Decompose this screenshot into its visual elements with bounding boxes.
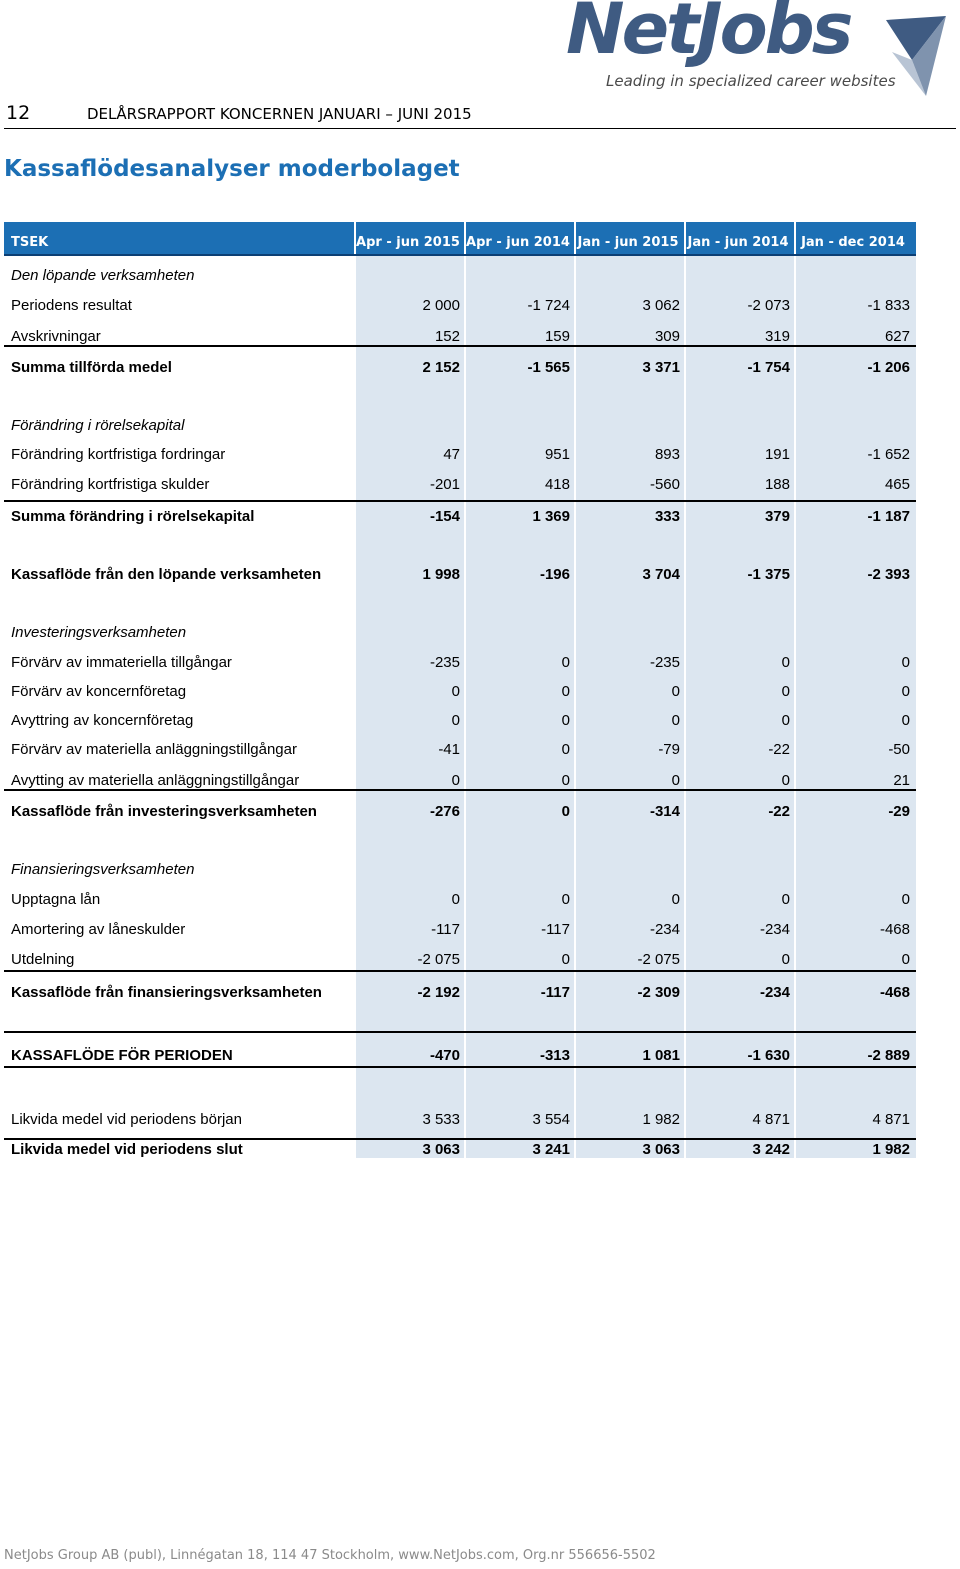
header-period: Jan - dec 2014 bbox=[801, 235, 905, 250]
cell-value: -2 889 bbox=[867, 1047, 910, 1064]
total-row bbox=[4, 561, 916, 585]
cell-value: -29 bbox=[888, 803, 910, 820]
header-separator bbox=[464, 222, 466, 254]
cell-value: -2 393 bbox=[867, 566, 910, 583]
cell-value: -2 073 bbox=[747, 297, 790, 314]
table-header bbox=[4, 222, 916, 256]
cell-value: 465 bbox=[884, 476, 910, 493]
cell-value: 333 bbox=[654, 508, 680, 525]
header-period: Apr - jun 2014 bbox=[466, 235, 570, 250]
cell-value: 0 bbox=[451, 683, 460, 700]
cell-value: -314 bbox=[649, 803, 680, 820]
cell-value: -2 075 bbox=[637, 951, 680, 968]
cell-value: 0 bbox=[781, 712, 790, 729]
row-label: KASSAFLÖDE FÖR PERIODEN bbox=[11, 1047, 233, 1064]
cell-value: 3 242 bbox=[752, 1141, 790, 1158]
cell-value: -1 565 bbox=[527, 359, 570, 376]
cell-value: 3 063 bbox=[422, 1141, 460, 1158]
cell-value: -470 bbox=[429, 1047, 460, 1064]
table-row bbox=[4, 678, 916, 702]
cell-value: 309 bbox=[654, 328, 680, 345]
cell-value: -235 bbox=[649, 654, 680, 671]
row-label: Avytting av materiella anläggningstillgångar bbox=[11, 772, 300, 789]
row-label: Likvida medel vid periodens slut bbox=[11, 1141, 243, 1158]
row-label: Upptagna lån bbox=[11, 891, 101, 908]
cell-value: 0 bbox=[561, 803, 570, 820]
total-row bbox=[4, 798, 916, 822]
header-period: Jan - jun 2015 bbox=[577, 235, 679, 250]
cell-value: -313 bbox=[539, 1047, 570, 1064]
cell-value: -1 187 bbox=[867, 508, 910, 525]
table-row bbox=[4, 736, 916, 760]
cell-value: 0 bbox=[451, 712, 460, 729]
cell-value: -468 bbox=[879, 921, 910, 938]
cell-value: -1 630 bbox=[747, 1047, 790, 1064]
cell-value: 47 bbox=[443, 446, 460, 463]
table-row bbox=[4, 767, 916, 791]
table-row bbox=[4, 441, 916, 465]
table-row bbox=[4, 886, 916, 910]
cell-value: 0 bbox=[671, 772, 680, 789]
cell-value: -196 bbox=[539, 566, 570, 583]
header-separator bbox=[794, 222, 796, 254]
table-rule bbox=[4, 1031, 916, 1033]
section-heading-row bbox=[4, 856, 916, 880]
cell-value: 3 554 bbox=[532, 1111, 570, 1128]
row-label: Utdelning bbox=[11, 951, 75, 968]
cell-value: 0 bbox=[901, 654, 910, 671]
cell-value: -22 bbox=[768, 741, 790, 758]
cell-value: 0 bbox=[781, 951, 790, 968]
section-heading-row bbox=[4, 619, 916, 643]
cell-value: 152 bbox=[434, 328, 460, 345]
cell-value: 4 871 bbox=[872, 1111, 910, 1128]
table-rule bbox=[4, 345, 916, 347]
cell-value: 3 533 bbox=[422, 1111, 460, 1128]
row-label: Förvärv av immateriella tillgångar bbox=[11, 654, 232, 671]
row-label: Investeringsverksamheten bbox=[11, 624, 187, 641]
header-period: Apr - jun 2015 bbox=[356, 235, 460, 250]
row-label: Periodens resultat bbox=[11, 297, 132, 314]
row-label: Summa förändring i rörelsekapital bbox=[11, 508, 255, 525]
netjobs-logo bbox=[560, 0, 955, 100]
cell-value: 0 bbox=[561, 891, 570, 908]
cell-value: -2 075 bbox=[417, 951, 460, 968]
row-label: Likvida medel vid periodens början bbox=[11, 1111, 242, 1128]
cell-value: 0 bbox=[781, 891, 790, 908]
cell-value: 21 bbox=[893, 772, 910, 789]
cell-value: -117 bbox=[541, 921, 570, 938]
cell-value: -1 206 bbox=[867, 359, 910, 376]
cell-value: 188 bbox=[764, 476, 790, 493]
cell-value: 0 bbox=[451, 772, 460, 789]
logo-tagline: Leading in specialized career websites bbox=[606, 72, 896, 90]
header-unit: TSEK bbox=[11, 235, 49, 250]
cell-value: -234 bbox=[759, 984, 790, 1001]
row-label: Summa tillförda medel bbox=[11, 359, 172, 376]
page-number: 12 bbox=[6, 102, 31, 124]
table-row bbox=[4, 916, 916, 940]
cell-value: 1 081 bbox=[642, 1047, 680, 1064]
logo-arrow-icon bbox=[882, 12, 948, 98]
logo-wordmark: NetJobs bbox=[566, 0, 851, 70]
cell-value: -1 833 bbox=[867, 297, 910, 314]
row-label: Kassaflöde från finansieringsverksamheten bbox=[11, 984, 322, 1001]
total-row bbox=[4, 503, 916, 527]
cell-value: 1 369 bbox=[532, 508, 570, 525]
cell-value: 0 bbox=[671, 712, 680, 729]
cell-value: -234 bbox=[649, 921, 680, 938]
cell-value: -235 bbox=[429, 654, 460, 671]
cell-value: 0 bbox=[561, 772, 570, 789]
cell-value: -560 bbox=[649, 476, 680, 493]
cell-value: 1 982 bbox=[872, 1141, 910, 1158]
row-label: Avskrivningar bbox=[11, 328, 101, 345]
table-row bbox=[4, 292, 916, 316]
table-rule bbox=[4, 789, 916, 791]
cell-value: -1 724 bbox=[527, 297, 570, 314]
page-footer: NetJobs Group AB (publ), Linnégatan 18, 114 47 Stockholm, www.NetJobs.com, Org.nr 556656-5502 bbox=[4, 1548, 656, 1563]
cell-value: 0 bbox=[901, 951, 910, 968]
cell-value: 0 bbox=[781, 654, 790, 671]
total-row bbox=[4, 1042, 916, 1066]
page-title: Kassaflödesanalyser moderbolaget bbox=[4, 156, 460, 182]
cell-value: 379 bbox=[764, 508, 790, 525]
table-row bbox=[4, 649, 916, 673]
row-label: Finansieringsverksamheten bbox=[11, 861, 195, 878]
row-label: Kassaflöde från investeringsverksamheten bbox=[11, 803, 317, 820]
row-label: Förändring kortfristiga skulder bbox=[11, 476, 210, 493]
row-label: Förändring i rörelsekapital bbox=[11, 417, 185, 434]
cell-value: -201 bbox=[429, 476, 460, 493]
cell-value: 4 871 bbox=[752, 1111, 790, 1128]
row-label: Kassaflöde från den löpande verksamheten bbox=[11, 566, 322, 583]
cell-value: 0 bbox=[451, 891, 460, 908]
cell-value: -50 bbox=[888, 741, 910, 758]
cell-value: 0 bbox=[901, 891, 910, 908]
cell-value: 627 bbox=[884, 328, 910, 345]
cell-value: -2 192 bbox=[417, 984, 460, 1001]
table-rule bbox=[4, 1066, 916, 1068]
cell-value: 1 998 bbox=[422, 566, 460, 583]
cell-value: 0 bbox=[561, 683, 570, 700]
header-separator bbox=[354, 222, 356, 254]
cell-value: 0 bbox=[901, 683, 910, 700]
cell-value: 0 bbox=[561, 654, 570, 671]
cell-value: 2 152 bbox=[422, 359, 460, 376]
cell-value: 319 bbox=[764, 328, 790, 345]
table-rule bbox=[4, 500, 916, 502]
cell-value: 418 bbox=[544, 476, 570, 493]
cell-value: -79 bbox=[658, 741, 680, 758]
total-row bbox=[4, 354, 916, 378]
cell-value: 0 bbox=[671, 891, 680, 908]
cell-value: -41 bbox=[438, 741, 460, 758]
cell-value: -22 bbox=[768, 803, 790, 820]
cell-value: 3 371 bbox=[642, 359, 680, 376]
cell-value: -1 754 bbox=[747, 359, 790, 376]
total-row bbox=[4, 979, 916, 1003]
cell-value: 893 bbox=[654, 446, 680, 463]
cell-value: -468 bbox=[879, 984, 910, 1001]
cell-value: 0 bbox=[781, 772, 790, 789]
row-label: Den löpande verksamheten bbox=[11, 267, 195, 284]
table-row bbox=[4, 323, 916, 347]
row-label: Förändring kortfristiga fordringar bbox=[11, 446, 226, 463]
cell-value: 159 bbox=[544, 328, 570, 345]
cell-value: -1 652 bbox=[867, 446, 910, 463]
table-row bbox=[4, 1106, 916, 1130]
cell-value: 951 bbox=[544, 446, 570, 463]
cell-value: 0 bbox=[671, 683, 680, 700]
cell-value: 0 bbox=[561, 712, 570, 729]
cell-value: 0 bbox=[561, 741, 570, 758]
cell-value: -1 375 bbox=[747, 566, 790, 583]
page-header bbox=[4, 102, 956, 129]
cell-value: 3 704 bbox=[642, 566, 680, 583]
cell-value: 0 bbox=[781, 683, 790, 700]
cell-value: 191 bbox=[764, 446, 790, 463]
row-label: Amortering av låneskulder bbox=[11, 921, 186, 938]
cell-value: 3 241 bbox=[532, 1141, 570, 1158]
section-heading-row bbox=[4, 412, 916, 436]
cell-value: 1 982 bbox=[642, 1111, 680, 1128]
cell-value: -276 bbox=[429, 803, 460, 820]
row-label: Förvärv av materiella anläggningstillgångar bbox=[11, 741, 297, 758]
cell-value: 3 062 bbox=[642, 297, 680, 314]
cell-value: -117 bbox=[540, 984, 570, 1001]
header-period: Jan - jun 2014 bbox=[687, 235, 789, 250]
cell-value: -234 bbox=[759, 921, 790, 938]
cell-value: -154 bbox=[429, 508, 460, 525]
cell-value: 0 bbox=[901, 712, 910, 729]
row-label: Förvärv av koncernföretag bbox=[11, 683, 187, 700]
section-heading-row bbox=[4, 262, 916, 286]
table-row bbox=[4, 471, 916, 495]
header-separator bbox=[684, 222, 686, 254]
report-title: DELÅRSRAPPORT KONCERNEN JANUARI – JUNI 2015 bbox=[87, 105, 472, 123]
table-row bbox=[4, 946, 916, 970]
table-rule bbox=[4, 1138, 916, 1140]
cell-value: -117 bbox=[431, 921, 460, 938]
table-rule bbox=[4, 970, 916, 972]
cell-value: -2 309 bbox=[637, 984, 680, 1001]
row-label: Avyttring av koncernföretag bbox=[11, 712, 194, 729]
cell-value: 2 000 bbox=[422, 297, 460, 314]
cell-value: 0 bbox=[561, 951, 570, 968]
cell-value: 3 063 bbox=[642, 1141, 680, 1158]
header-separator bbox=[574, 222, 576, 254]
table-row bbox=[4, 707, 916, 731]
